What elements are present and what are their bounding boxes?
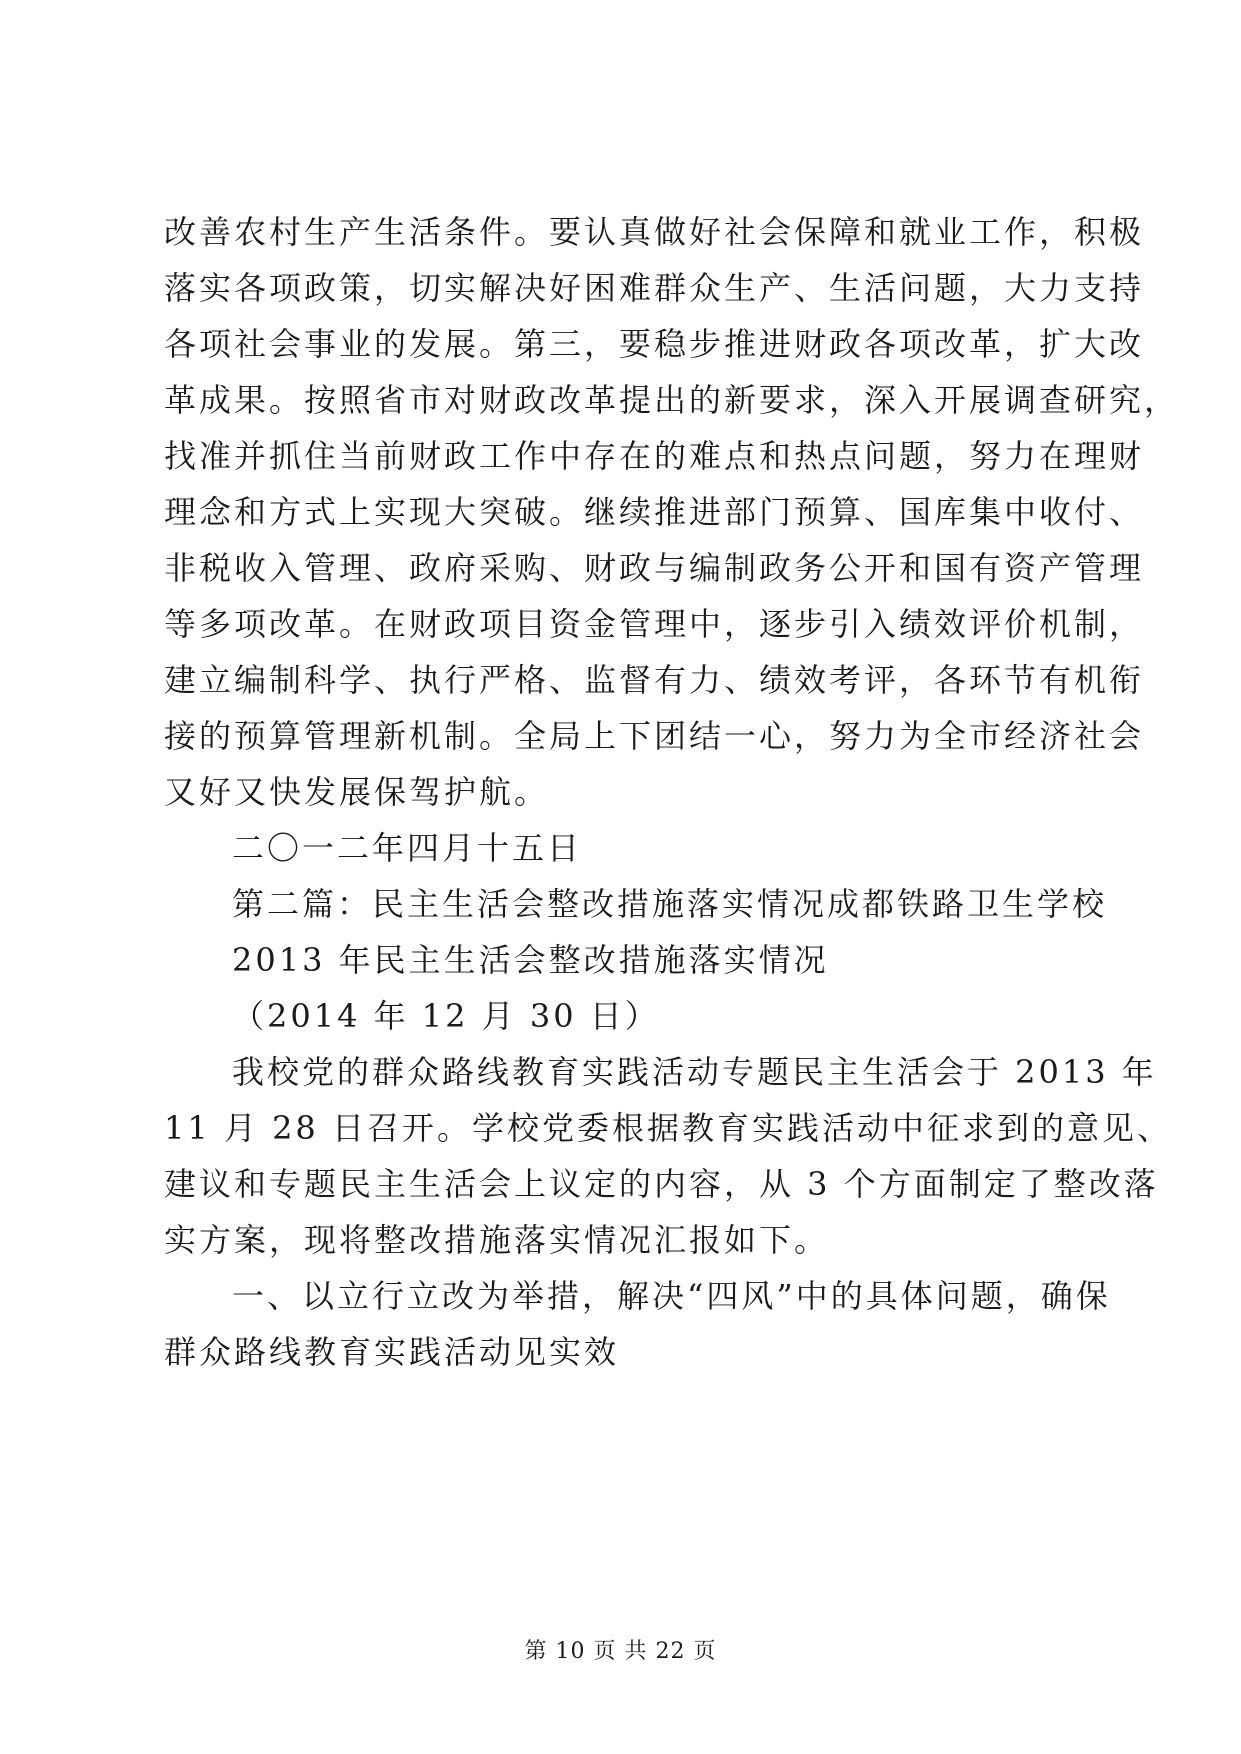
- heading-line: 一、以立行立改为举措，解决“四风”中的具体问题，确保: [232, 1277, 1111, 1315]
- body-text-line: 建立编制科学、执行严格、监督有力、绩效考评，各环节有机衔: [164, 661, 1145, 699]
- section-subtitle: 2013 年民主生活会整改措施落实情况: [232, 941, 829, 979]
- date-line: 二〇一二年四月十五日: [232, 829, 583, 867]
- body-text-line: 实方案，现将整改措施落实情况汇报如下。: [164, 1221, 830, 1259]
- section-heading: 第二篇：民主生活会整改措施落实情况成都铁路卫生学校: [232, 885, 1108, 923]
- body-text-line: 非税收入管理、政府采购、财政与编制政务公开和国有资产管理: [164, 549, 1145, 587]
- body-text-line: 改善农村生产生活条件。要认真做好社会保障和就业工作，积极: [164, 213, 1145, 251]
- body-text-line: 革成果。按照省市对财政改革提出的新要求，深入开展调查研究，: [164, 381, 1180, 419]
- body-text-line: 11 月 28 日召开。学校党委根据教育实践活动中征求到的意见、: [164, 1109, 1172, 1147]
- body-text-line: 找准并抓住当前财政工作中存在的难点和热点问题，努力在理财: [164, 437, 1145, 475]
- body-text-line: 又好又快发展保驾护航。: [164, 773, 550, 811]
- body-text-line: 各项社会事业的发展。第三，要稳步推进财政各项改革，扩大改: [164, 325, 1145, 363]
- heading-line: 群众路线教育实践活动见实效: [164, 1333, 620, 1371]
- body-text-line: 建议和专题民主生活会上议定的内容，从 3 个方面制定了整改落: [164, 1165, 1159, 1203]
- section-date: （2014 年 12 月 30 日）: [232, 997, 660, 1035]
- body-text-line: 我校党的群众路线教育实践活动专题民主生活会于 2013 年: [232, 1053, 1157, 1091]
- body-text-line: 接的预算管理新机制。全局上下团结一心，努力为全市经济社会: [164, 717, 1145, 755]
- body-text-line: 等多项改革。在财政项目资金管理中，逐步引入绩效评价机制，: [164, 605, 1145, 643]
- body-text-line: 落实各项政策，切实解决好困难群众生产、生活问题，大力支持: [164, 269, 1145, 307]
- page-footer: 第 10 页 共 22 页: [524, 1639, 717, 1664]
- body-text-line: 理念和方式上实现大突破。继续推进部门预算、国库集中收付、: [164, 493, 1145, 531]
